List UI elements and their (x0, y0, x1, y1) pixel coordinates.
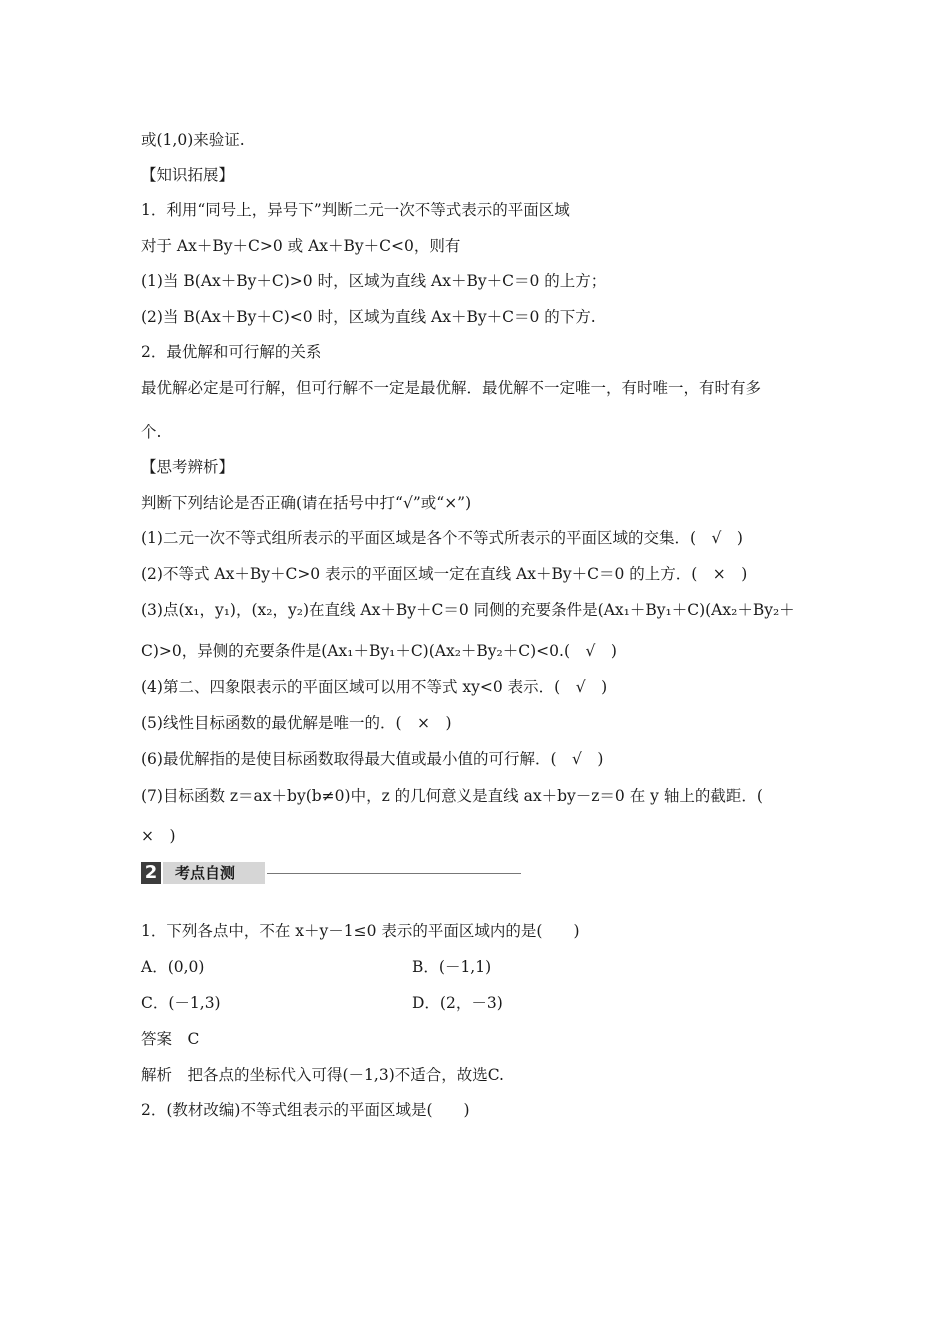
text-line: 最优解必定是可行解，但可行解不一定是最优解．最优解不一定唯一，有时唯一，有时有多 (141, 379, 762, 397)
judgment-item: (1)二元一次不等式组所表示的平面区域是各个不等式所表示的平面区域的交集．( √ ) (141, 529, 743, 547)
text-line: (1)当 B(Ax＋By＋C)>0 时，区域为直线 Ax＋By＋C＝0 的上方； (141, 272, 607, 290)
question-1-stem: 1．下列各点中，不在 x＋y－1≤0 表示的平面区域内的是( ) (141, 922, 580, 940)
text-line: 对于 Ax＋By＋C>0 或 Ax＋By＋C<0，则有 (141, 237, 461, 255)
question-2-stem: 2．(教材改编)不等式组表示的平面区域是( ) (141, 1101, 470, 1119)
option-a: A．(0,0) (141, 958, 205, 976)
judgment-item: (3)点(x₁，y₁)，(x₂，y₂)在直线 Ax＋By＋C＝0 同侧的充要条件是(Ax₁＋By₁＋C)(Ax₂＋By₂＋ (141, 601, 795, 619)
option-b: B．(－1,1) (412, 958, 492, 976)
text-line: 个. (141, 423, 162, 441)
option-d: D．(2，－3) (412, 994, 503, 1012)
judgment-item: (2)不等式 Ax＋By＋C>0 表示的平面区域一定在直线 Ax＋By＋C＝0 的上方．( × ) (141, 565, 748, 583)
text-line: 或(1,0)来验证. (141, 131, 245, 149)
judgment-item: (5)线性目标函数的最优解是唯一的．( × ) (141, 714, 452, 732)
heading-thinking-analysis: 【思考辨析】 (141, 458, 235, 476)
judgment-item: (6)最优解指的是使目标函数取得最大值或最小值的可行解．( √ ) (141, 750, 604, 768)
analysis-line: 解析 把各点的坐标代入可得(－1,3)不适合，故选C. (141, 1066, 504, 1084)
option-c: C．(－1,3) (141, 994, 221, 1012)
section-title: 考点自测 (163, 862, 265, 884)
answer-line: 答案 C (141, 1030, 200, 1048)
section-number: 2 (141, 862, 161, 884)
text-line: 1．利用“同号上，异号下”判断二元一次不等式表示的平面区域 (141, 201, 570, 219)
section-divider (267, 873, 521, 874)
text-line: 2．最优解和可行解的关系 (141, 343, 322, 361)
text-line: 判断下列结论是否正确(请在括号中打“√”或“×”) (141, 494, 472, 512)
heading-knowledge-extension: 【知识拓展】 (141, 166, 235, 184)
judgment-item-cont: C)>0，异侧的充要条件是(Ax₁＋By₁＋C)(Ax₂＋By₂＋C)<0.( √ ) (141, 642, 617, 660)
judgment-item: (4)第二、四象限表示的平面区域可以用不等式 xy<0 表示．( √ ) (141, 678, 608, 696)
judgment-item-cont: × ) (141, 827, 176, 845)
text-line: (2)当 B(Ax＋By＋C)<0 时，区域为直线 Ax＋By＋C＝0 的下方. (141, 308, 596, 326)
judgment-item: (7)目标函数 z＝ax＋by(b≠0)中，z 的几何意义是直线 ax＋by－z＝0 在 y 轴上的截距．( (141, 787, 763, 805)
section-header (141, 862, 521, 884)
